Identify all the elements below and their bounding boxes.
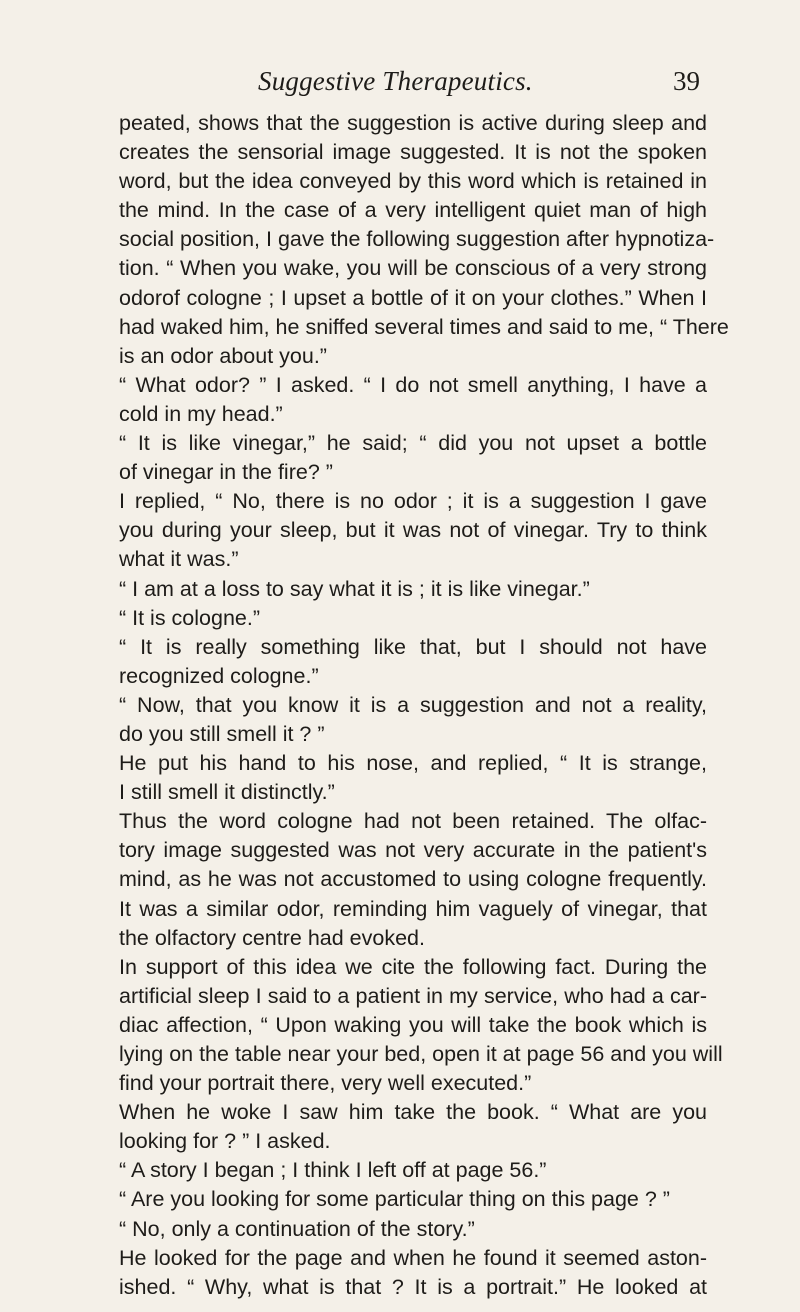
- text-line: In support of this idea we cite the following fact. During the: [119, 954, 707, 979]
- text-line: tion. “ When you wake, you will be conscious of a very strong: [119, 256, 707, 281]
- text-line: “ No, only a continuation of the story.”: [119, 1216, 475, 1241]
- text-line: social position, I gave the following suggestion after hypnotiza-: [119, 227, 715, 252]
- text-line: the mind. In the case of a very intelligent quiet man of high: [119, 198, 707, 223]
- text-line: find your portrait there, very well executed.”: [119, 1071, 532, 1096]
- text-line: tory image suggested was not very accurate in the patient's: [119, 838, 707, 863]
- page-number: 39: [673, 66, 700, 96]
- running-head: Suggestive Therapeutics.: [258, 66, 533, 96]
- text-line: I still smell it distinctly.”: [119, 780, 335, 805]
- text-line: what it was.”: [119, 547, 239, 572]
- text-line: lying on the table near your bed, open it at page 56 and you will: [119, 1042, 723, 1066]
- text-line: “ I am at a loss to say what it is ; it is like vinegar.”: [119, 576, 590, 601]
- text-line: do you still smell it ? ”: [119, 721, 325, 746]
- text-line: Thus the word cologne had not been retained. The olfac-: [119, 809, 707, 834]
- text-line: “ It is really something like that, but I should not have: [119, 634, 707, 659]
- text-line: He put his hand to his nose, and replied, “ It is strange,: [119, 751, 707, 776]
- text-line: It was a similar odor, reminding him vaguely of vinegar, that: [119, 896, 707, 921]
- text-line: odorof cologne ; I upset a bottle of it on your clothes.” When I: [119, 285, 707, 310]
- text-line: “ A story I began ; I think I left off at page 56.”: [119, 1158, 547, 1183]
- text-line: “ Now, that you know it is a suggestion and not a reality,: [119, 692, 707, 717]
- text-line: recognized cologne.”: [119, 663, 319, 688]
- text-line: ished. “ Why, what is that ? It is a portrait.” He looked at: [119, 1274, 707, 1299]
- text-line: of vinegar in the fire? ”: [119, 460, 333, 485]
- text-line: I replied, “ No, there is no odor ; it is a suggestion I gave: [119, 489, 707, 514]
- text-line: “ It is like vinegar,” he said; “ did you not upset a bottle: [119, 431, 707, 456]
- text-line: When he woke I saw him take the book. “ What are you: [119, 1100, 707, 1125]
- page-header: [120, 66, 700, 106]
- text-line: diac affection, “ Upon waking you will take the book which is: [119, 1012, 707, 1037]
- text-line: He looked for the page and when he found it seemed aston-: [119, 1245, 707, 1270]
- body-text: [119, 109, 729, 1302]
- text-line: cold in my head.”: [119, 401, 283, 426]
- text-line: “ What odor? ” I asked. “ I do not smell anything, I have a: [119, 372, 707, 397]
- text-line: looking for ? ” I asked.: [119, 1129, 331, 1154]
- text-line: “ It is cologne.”: [119, 605, 260, 630]
- text-line: is an odor about you.”: [119, 343, 327, 368]
- text-line: creates the sensorial image suggested. It is not the spoken: [119, 140, 707, 165]
- text-line: artificial sleep I said to a patient in my service, who had a car-: [119, 983, 707, 1008]
- text-line: had waked him, he sniffed several times and said to me, “ There: [119, 314, 729, 339]
- text-line: the olfactory centre had evoked.: [119, 925, 425, 950]
- text-line: mind, as he was not accustomed to using cologne frequently.: [119, 867, 707, 892]
- text-line: you during your sleep, but it was not of vinegar. Try to think: [119, 518, 707, 543]
- text-line: “ Are you looking for some particular thing on this page ? ”: [119, 1187, 670, 1212]
- text-line: word, but the idea conveyed by this word which is retained in: [119, 169, 707, 194]
- text-line: peated, shows that the suggestion is active during sleep and: [119, 111, 707, 135]
